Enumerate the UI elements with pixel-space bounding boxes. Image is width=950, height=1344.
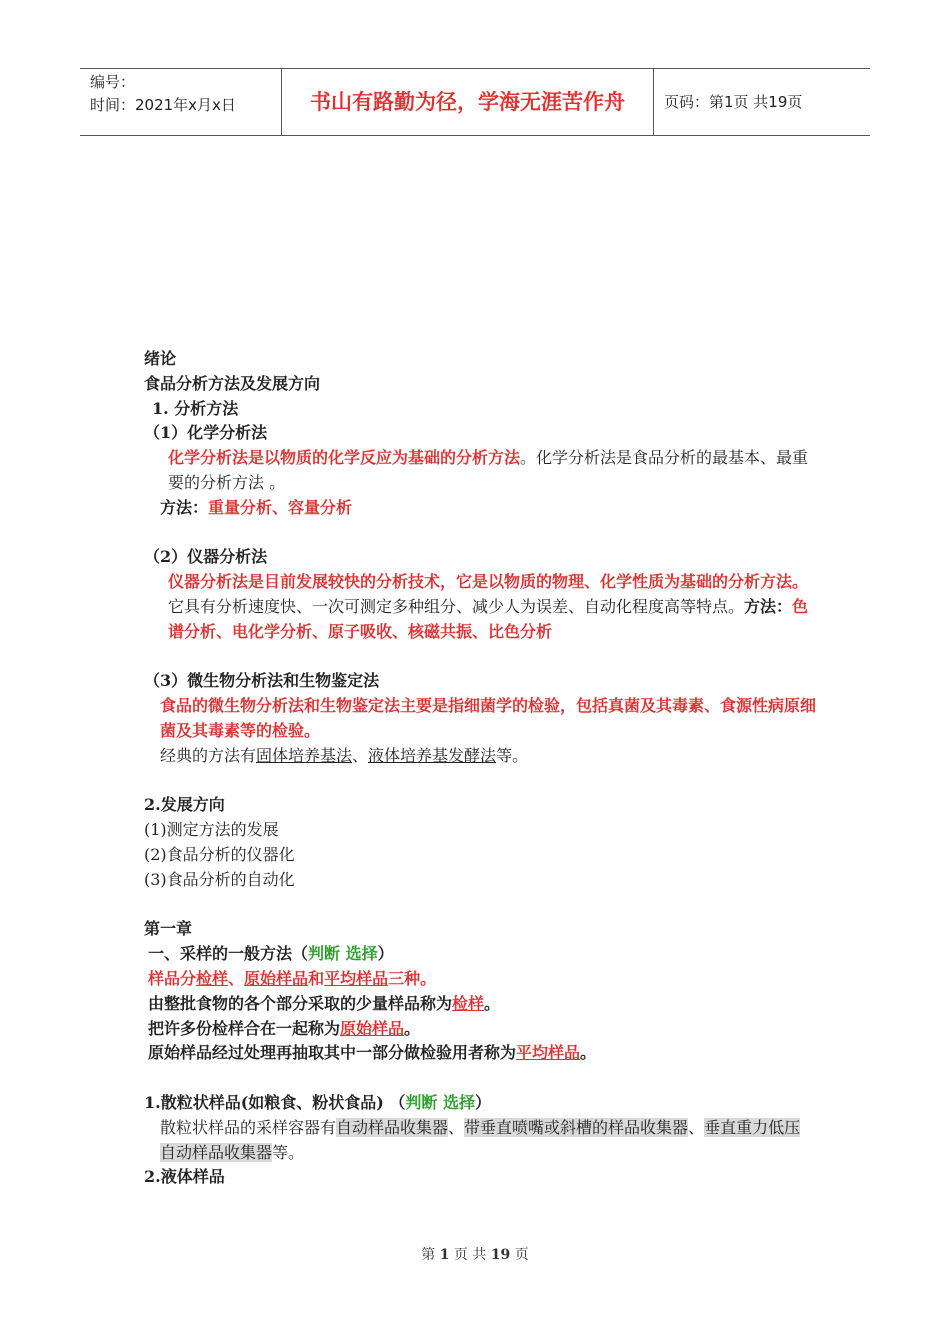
- bulk-container-2: 带垂直喷嘴或斜槽的样品收集器: [464, 1117, 689, 1137]
- footer-post: 页: [514, 1247, 529, 1263]
- micro-definition: 食品的微生物分析法和生物鉴定法主要是指细菌学的检验，包括真菌及其毒素、食源性病原细菌及其毒素等的检验。: [160, 696, 817, 740]
- bulk-prefix: 散粒状样品的采样容器有: [160, 1117, 337, 1137]
- inst-title: （2）仪器分析法: [144, 547, 268, 567]
- def-original-sample: [144, 1017, 816, 1042]
- inst-method-label: 方法：: [744, 596, 793, 616]
- def2-term: 原始样品: [340, 1018, 405, 1038]
- section-development: 2.发展方向: [144, 795, 225, 815]
- bulk-tags: 判断 选择: [405, 1092, 475, 1112]
- page-footer: [0, 1244, 950, 1264]
- document-body: [144, 347, 816, 1190]
- footer-pre: 第: [421, 1247, 436, 1263]
- sample-types-suffix: 三种。: [388, 968, 437, 988]
- dev-item: (1)测定方法的发展: [144, 820, 279, 840]
- time-label: 时间：2021年x月x日: [90, 96, 236, 114]
- chapter-title: 第一章: [144, 919, 193, 939]
- chem-method-label: 方法：: [160, 497, 209, 517]
- micro-classic-suffix: 等。: [496, 745, 529, 765]
- sample-types-line: [144, 967, 816, 992]
- bulk-sep2: 、: [688, 1117, 705, 1137]
- sample-and: 和: [308, 968, 325, 988]
- chem-methods-line: [144, 496, 816, 521]
- footer-total-pages: 19: [490, 1247, 511, 1263]
- sample-types-prefix: 样品分: [148, 968, 197, 988]
- micro-classic-line: [144, 744, 816, 769]
- chem-paragraph: [144, 446, 816, 496]
- footer-mid: 页 共: [453, 1247, 487, 1263]
- bulk-suffix: 等。: [272, 1142, 305, 1162]
- sample-type-a: 检样: [196, 968, 229, 988]
- sampling-tags: 判断 选择: [308, 944, 378, 964]
- page-header: [80, 68, 870, 136]
- sampling-title: [144, 942, 816, 967]
- bulk-title-close: ）: [475, 1092, 492, 1112]
- liquid-sample-title: 2.液体样品: [144, 1167, 225, 1187]
- footer-page-number: 1: [439, 1247, 450, 1263]
- inst-paragraph: [144, 595, 816, 645]
- bulk-container-3: 垂直重力低压自动样品收集器: [160, 1117, 801, 1162]
- inst-methods: 色谱分析、电化学分析、原子吸收、核磁共振、比色分析: [168, 596, 809, 641]
- def1-suffix: 。: [484, 993, 501, 1013]
- def1-prefix: 由整批食物的各个部分采取的少量样品称为: [148, 993, 453, 1013]
- chem-definition: 化学分析法是以物质的化学反应为基础的分析方法: [168, 448, 521, 468]
- micro-sep: 、: [352, 745, 369, 765]
- bulk-container-1: 自动样品收集器: [336, 1117, 449, 1137]
- sampling-title-close: ）: [377, 944, 394, 964]
- micro-title: （3）微生物分析法和生物鉴定法: [144, 671, 380, 691]
- bulk-sep1: 、: [448, 1117, 465, 1137]
- number-label: 编号：: [90, 73, 136, 91]
- intro-title: 绪论: [144, 349, 177, 368]
- def3-term: 平均样品: [516, 1043, 581, 1063]
- def3-suffix: 。: [580, 1043, 597, 1063]
- micro-classic-2: 液体培养基发酵法: [368, 745, 497, 765]
- def2-prefix: 把许多份检样合在一起称为: [148, 1018, 341, 1038]
- header-motto: 书山有路勤为径，学海无涯苦作舟: [282, 69, 654, 135]
- def2-suffix: 。: [404, 1018, 421, 1038]
- section-analysis-methods: 1. 分析方法: [152, 398, 239, 418]
- sample-sep: 、: [228, 968, 245, 988]
- inst-definition: 仪器分析法是目前发展较快的分析技术，它是以物质的物理、化学性质为基础的分析方法。: [168, 572, 809, 592]
- dev-item: (2)食品分析的仪器化: [144, 844, 295, 864]
- sample-type-b: 原始样品: [244, 968, 309, 988]
- def1-term: 检样: [452, 993, 485, 1013]
- chem-title: （1）化学分析法: [144, 423, 268, 443]
- dev-item: (3)食品分析的自动化: [144, 869, 295, 889]
- bulk-title-text: 1.散粒状样品(如粮食、粉状食品) （: [144, 1092, 406, 1112]
- chem-methods: 重量分析、容量分析: [208, 497, 353, 517]
- sample-type-c: 平均样品: [324, 968, 389, 988]
- micro-classic-1: 固体培养基法: [256, 745, 353, 765]
- intro-subtitle: 食品分析方法及发展方向: [144, 373, 321, 393]
- micro-classic-prefix: 经典的方法有: [160, 745, 257, 765]
- header-meta-cell: [80, 69, 282, 135]
- def-check-sample: [144, 992, 816, 1017]
- inst-features: 它具有分析速度快、一次可测定多种组分、减少人为误差、自动化程度高等特点。: [168, 596, 745, 616]
- sampling-title-text: 一、采样的一般方法（: [148, 944, 309, 964]
- bulk-paragraph: [144, 1116, 816, 1166]
- chem-rest: 。化学分析法是食品分析的最基本、最重要的分析方法 。: [168, 448, 809, 492]
- def3-prefix: 原始样品经过处理再抽取其中一部分做检验用者称为: [148, 1043, 517, 1063]
- def-average-sample: [144, 1041, 816, 1066]
- bulk-sample-title: [144, 1091, 816, 1116]
- header-page-label: 页码：第1页 共19页: [664, 93, 803, 111]
